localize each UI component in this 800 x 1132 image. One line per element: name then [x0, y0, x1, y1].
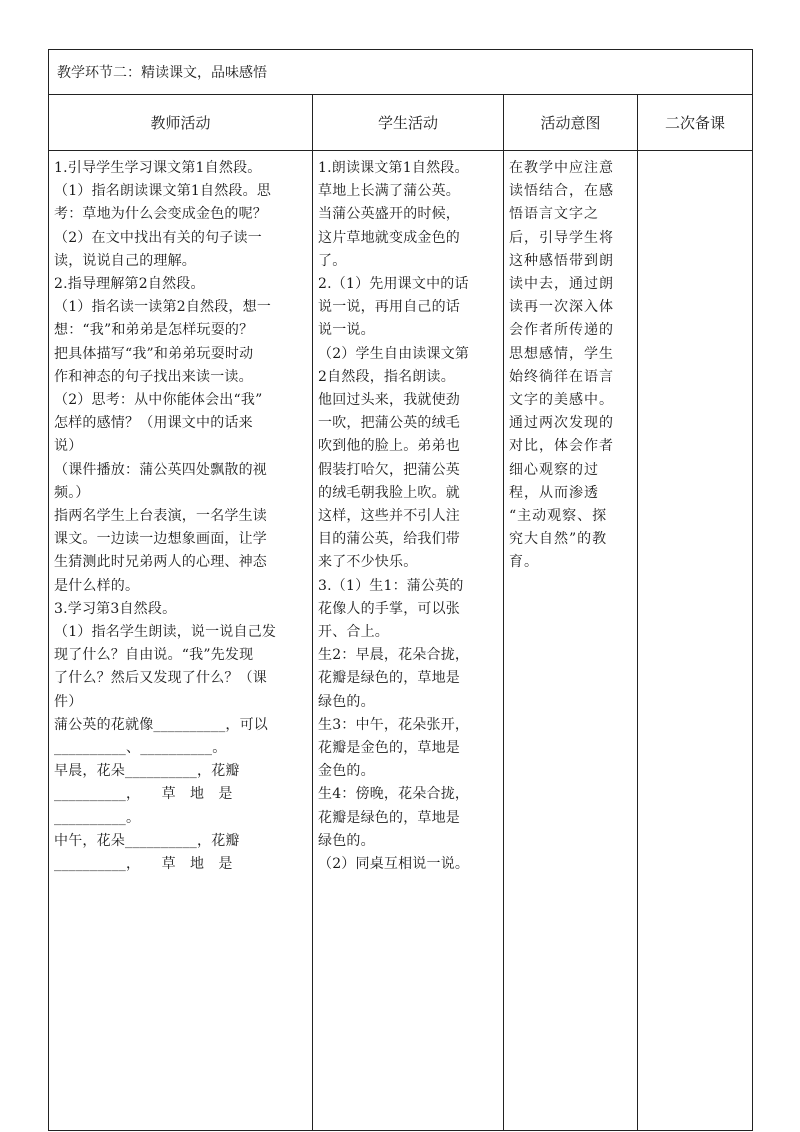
- text-line: 想：“我”和弟弟是怎样玩耍的？: [54, 322, 254, 339]
- text-line: 花瓣是绿色的，草地是: [318, 809, 460, 826]
- content-row: [49, 151, 753, 1131]
- text-line: 文字的美感中。: [509, 392, 614, 409]
- text-line: __________， 草 地 是: [54, 856, 233, 873]
- header-teacher-activity: 教师活动: [49, 95, 313, 151]
- activity-intent-cell: [504, 151, 638, 1131]
- text-line: 说一说。: [318, 322, 375, 339]
- text-line: 3.学习第3自然段。: [54, 600, 177, 617]
- header-row: [49, 95, 753, 151]
- text-line: 生3：中午，花朵张开，: [318, 716, 470, 733]
- text-line: 2.（1）先用课文中的话: [318, 276, 469, 293]
- text-line: 育。: [509, 554, 539, 571]
- header-activity-intent: 活动意图: [504, 95, 638, 151]
- text-line: 作和神态的句子找出来读一读。: [54, 368, 253, 385]
- text-line: 在教学中应注意: [509, 160, 614, 176]
- text-line: 的绒毛朝我脸上吹。就: [318, 484, 460, 501]
- text-line: 他回过头来，我就使劲: [318, 392, 460, 409]
- text-line: 花瓣是绿色的，草地是: [318, 670, 460, 687]
- text-line: 悟语言文字之: [509, 206, 599, 223]
- text-line: 把具体描写“我”和弟弟玩耍时动: [54, 345, 254, 362]
- text-line: 读悟结合，在感: [509, 183, 614, 200]
- text-line: 是什么样的。: [54, 577, 140, 594]
- text-line: 花瓣是金色的，草地是: [318, 740, 460, 757]
- text-line: 读，说说自己的理解。: [54, 252, 196, 269]
- text-line: 吹到他的脸上。弟弟也: [318, 438, 460, 455]
- text-line: （课件播放：蒲公英四处飘散的视: [54, 461, 267, 478]
- text-line: 早晨，花朵__________，花瓣: [54, 763, 240, 780]
- text-line: （2）思考：从中你能体会出“我”: [54, 392, 263, 409]
- text-line: 生4：傍晚，花朵合拢，: [318, 786, 470, 803]
- text-line: 程，从而渗透: [509, 484, 599, 501]
- text-line: 绿色的。: [318, 832, 375, 849]
- section-title: 教学环节二：精读课文，品味感悟: [49, 50, 753, 95]
- text-line: “主动观察、探: [509, 508, 608, 525]
- text-line: 目的蒲公英，给我们带: [318, 531, 460, 548]
- text-line: 通过两次发现的: [509, 415, 614, 432]
- text-line: 了。: [318, 252, 347, 269]
- text-line: （2）在文中找出有关的句子读一: [54, 229, 262, 246]
- text-line: 开、合上。: [318, 624, 389, 641]
- text-line: 说一说，再用自己的话: [318, 299, 460, 316]
- text-line: 这种感悟带到朗: [509, 252, 614, 269]
- text-line: 后，引导学生将: [509, 229, 614, 246]
- activity-intent-text: [504, 151, 637, 575]
- header-second-prep: 二次备课: [638, 95, 753, 151]
- text-line: __________， 草 地 是: [54, 786, 233, 803]
- text-line: 读再一次深入体: [509, 299, 614, 316]
- text-line: 草地上长满了蒲公英。: [318, 183, 460, 200]
- text-line: 怎样的感情？（用课文中的话来: [54, 415, 253, 432]
- text-line: 1.朗读课文第1自然段。: [318, 160, 469, 176]
- text-line: 花像人的手掌，可以张: [318, 600, 460, 617]
- text-line: 3.（1）生1：蒲公英的: [318, 577, 464, 594]
- text-line: 读中去，通过朗: [509, 276, 614, 293]
- text-line: （1）指名朗读课文第1自然段。思: [54, 183, 272, 200]
- text-line: 指两名学生上台表演，一名学生读: [54, 508, 267, 525]
- text-line: 蒲公英的花就像__________，可以: [54, 716, 268, 733]
- text-line: （1）指名学生朗读，说一说自己发: [54, 624, 277, 641]
- text-line: 说）: [54, 438, 83, 455]
- teacher-activity-text: [49, 151, 312, 876]
- text-line: 现了什么？自由说。“我”先发现: [54, 647, 254, 664]
- text-line: （2）同桌互相说一说。: [318, 856, 470, 873]
- teacher-activity-cell: [49, 151, 313, 1131]
- text-line: 一吹，把蒲公英的绒毛: [318, 415, 460, 432]
- text-line: 了什么？然后又发现了什么？（课: [54, 670, 267, 687]
- student-activity-text: [313, 151, 503, 876]
- student-activity-cell: [313, 151, 504, 1131]
- text-line: （2）学生自由读课文第: [318, 345, 470, 362]
- section-row: [49, 50, 753, 95]
- text-line: 对比，体会作者: [509, 438, 614, 455]
- header-student-activity: 学生活动: [313, 95, 504, 151]
- text-line: 究大自然”的教: [509, 531, 608, 548]
- text-line: 生2：早晨，花朵合拢，: [318, 647, 470, 664]
- text-line: 这样，这些并不引人注: [318, 508, 460, 525]
- lesson-plan-table: [48, 49, 753, 1131]
- text-line: __________。: [54, 809, 141, 826]
- text-line: 中午，花朵__________，花瓣: [54, 832, 240, 849]
- text-line: 考：草地为什么会变成金色的呢？: [54, 206, 267, 223]
- text-line: 2自然段，指名朗读。: [318, 368, 455, 385]
- text-line: 课文。一边读一边想象画面，让学: [54, 531, 267, 548]
- text-line: 假装打哈欠，把蒲公英: [318, 461, 460, 478]
- text-line: 生猜测此时兄弟两人的心理、神态: [54, 554, 267, 571]
- text-line: 金色的。: [318, 763, 375, 780]
- text-line: 始终徜徉在语言: [509, 368, 614, 385]
- text-line: （1）指名读一读第2自然段，想一: [54, 299, 272, 316]
- text-line: 件）: [54, 693, 83, 710]
- text-line: 会作者所传递的: [509, 322, 614, 339]
- second-prep-cell: [638, 151, 753, 1131]
- text-line: __________、__________。: [54, 740, 227, 757]
- text-line: 2.指导理解第2自然段。: [54, 276, 205, 293]
- text-line: 1.引导学生学习课文第1自然段。: [54, 160, 262, 176]
- text-line: 当蒲公英盛开的时候，: [318, 206, 460, 223]
- text-line: 来了不少快乐。: [318, 554, 418, 571]
- text-line: 频。）: [54, 484, 90, 501]
- text-line: 这片草地就变成金色的: [318, 229, 460, 246]
- text-line: 细心观察的过: [509, 461, 599, 478]
- text-line: 思想感情，学生: [509, 345, 614, 362]
- text-line: 绿色的。: [318, 693, 375, 710]
